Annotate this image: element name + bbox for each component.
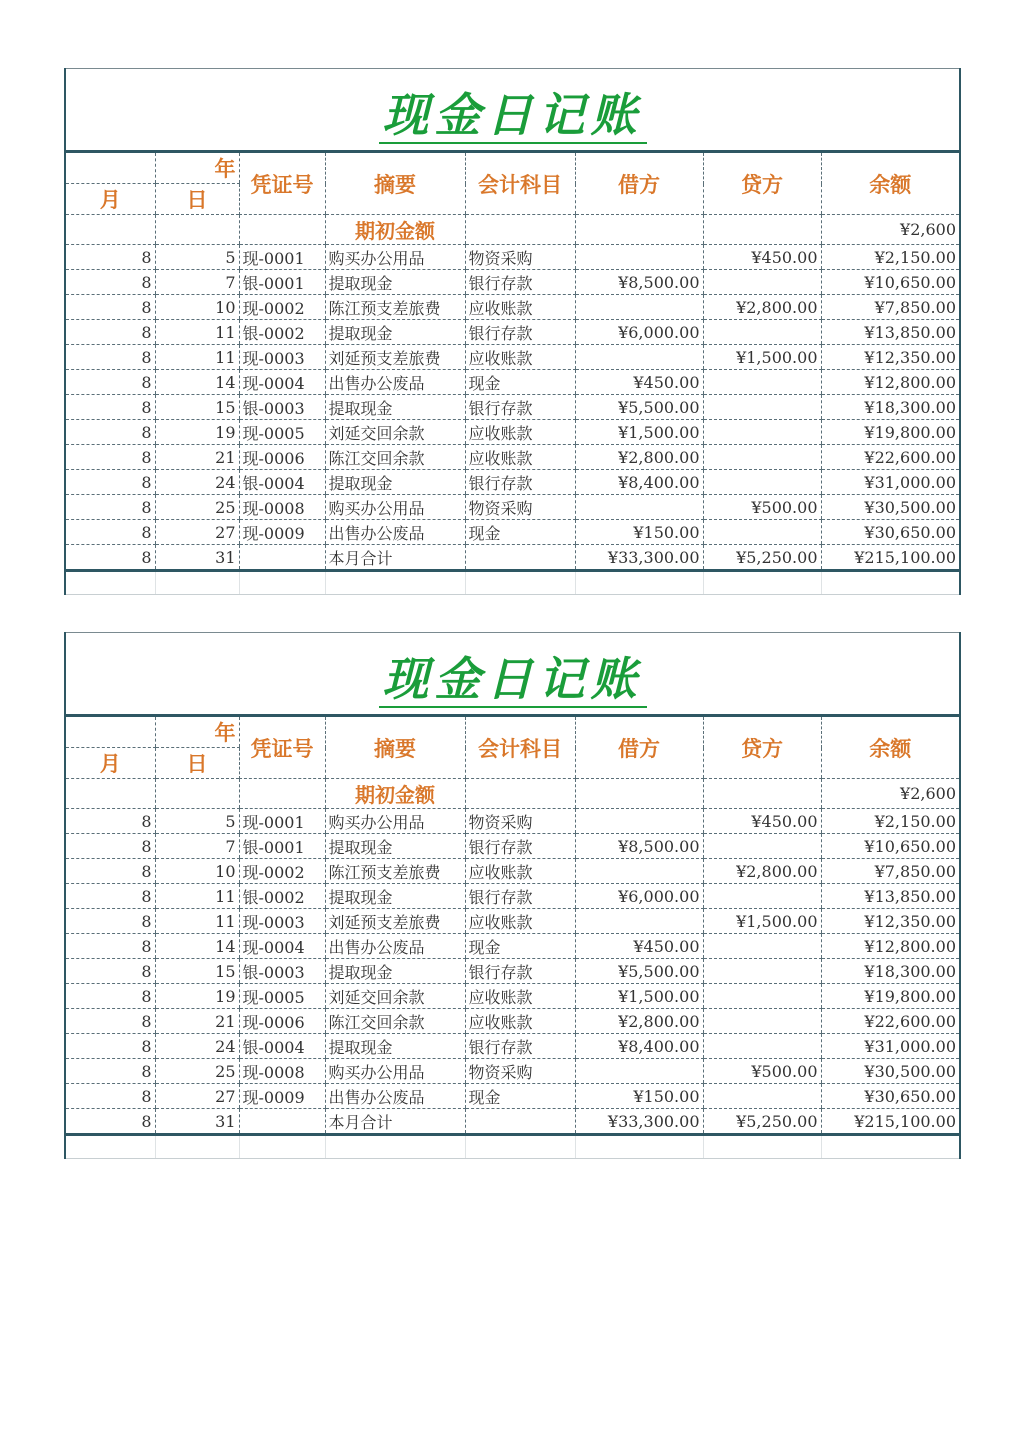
row-account: 银行存款 [465, 834, 575, 859]
row-voucher: 银-0003 [239, 959, 325, 984]
header-balance: 余额 [821, 716, 960, 779]
row-balance: ¥18,300.00 [821, 395, 960, 420]
ledger-title: 现金日记账 [379, 88, 647, 144]
row-voucher: 银-0002 [239, 320, 325, 345]
table-row [65, 884, 960, 909]
row-account: 物资采购 [465, 1059, 575, 1084]
row-voucher: 银-0001 [239, 270, 325, 295]
row-day: 5 [155, 245, 239, 270]
row-balance: ¥12,350.00 [821, 345, 960, 370]
row-voucher: 现-0002 [239, 859, 325, 884]
row-summary: 出售办公废品 [325, 934, 465, 959]
row-summary: 提取现金 [325, 320, 465, 345]
ledger-title-cell [65, 69, 960, 152]
row-day: 25 [155, 495, 239, 520]
row-month: 8 [65, 1009, 155, 1034]
row-account: 银行存款 [465, 270, 575, 295]
total-credit: ¥5,250.00 [703, 545, 821, 571]
row-voucher: 现-0006 [239, 445, 325, 470]
row-balance: ¥12,800.00 [821, 934, 960, 959]
row-day: 27 [155, 520, 239, 545]
row-account: 应收账款 [465, 445, 575, 470]
row-summary: 提取现金 [325, 395, 465, 420]
row-debit: ¥8,400.00 [575, 1034, 703, 1059]
table-row [65, 984, 960, 1009]
row-balance: ¥31,000.00 [821, 1034, 960, 1059]
row-balance: ¥22,600.00 [821, 1009, 960, 1034]
table-row [65, 1034, 960, 1059]
table-row [65, 809, 960, 834]
row-credit [703, 1084, 821, 1109]
row-month: 8 [65, 859, 155, 884]
row-account: 应收账款 [465, 859, 575, 884]
row-day: 10 [155, 295, 239, 320]
row-month: 8 [65, 520, 155, 545]
row-voucher: 银-0004 [239, 470, 325, 495]
row-credit [703, 370, 821, 395]
row-summary: 出售办公废品 [325, 1084, 465, 1109]
table-row [65, 834, 960, 859]
row-account: 物资采购 [465, 809, 575, 834]
row-month: 8 [65, 834, 155, 859]
row-credit: ¥500.00 [703, 495, 821, 520]
row-balance: ¥22,600.00 [821, 445, 960, 470]
row-day: 19 [155, 984, 239, 1009]
row-debit: ¥8,500.00 [575, 834, 703, 859]
row-balance: ¥30,500.00 [821, 1059, 960, 1084]
row-summary: 提取现金 [325, 959, 465, 984]
row-voucher: 现-0004 [239, 934, 325, 959]
row-account: 现金 [465, 370, 575, 395]
table-row [65, 470, 960, 495]
row-debit: ¥450.00 [575, 934, 703, 959]
ledger-title: 现金日记账 [379, 652, 647, 708]
total-day: 31 [155, 545, 239, 571]
row-debit: ¥1,500.00 [575, 420, 703, 445]
row-credit [703, 959, 821, 984]
row-credit: ¥2,800.00 [703, 295, 821, 320]
row-credit [703, 934, 821, 959]
row-balance: ¥2,150.00 [821, 809, 960, 834]
row-summary: 购买办公用品 [325, 1059, 465, 1084]
row-debit: ¥8,500.00 [575, 270, 703, 295]
total-balance: ¥215,100.00 [821, 1109, 960, 1135]
total-month: 8 [65, 1109, 155, 1135]
table-row [65, 395, 960, 420]
row-voucher: 现-0003 [239, 909, 325, 934]
row-balance: ¥10,650.00 [821, 834, 960, 859]
table-row [65, 959, 960, 984]
header-credit: 贷方 [703, 716, 821, 779]
row-balance: ¥12,800.00 [821, 370, 960, 395]
header-day: 日 [155, 184, 239, 215]
row-summary: 刘延交回余款 [325, 420, 465, 445]
row-summary: 提取现金 [325, 270, 465, 295]
row-summary: 提取现金 [325, 1034, 465, 1059]
row-debit: ¥5,500.00 [575, 395, 703, 420]
row-account: 物资采购 [465, 245, 575, 270]
row-debit: ¥150.00 [575, 520, 703, 545]
row-voucher: 现-0001 [239, 809, 325, 834]
row-summary: 陈江预支差旅费 [325, 859, 465, 884]
cash-journal-1 [64, 68, 959, 595]
row-day: 15 [155, 959, 239, 984]
row-debit: ¥6,000.00 [575, 884, 703, 909]
row-balance: ¥19,800.00 [821, 984, 960, 1009]
row-summary: 购买办公用品 [325, 495, 465, 520]
table-row [65, 320, 960, 345]
row-day: 24 [155, 1034, 239, 1059]
row-credit [703, 520, 821, 545]
row-voucher: 现-0005 [239, 420, 325, 445]
row-voucher: 现-0009 [239, 520, 325, 545]
row-credit [703, 420, 821, 445]
table-row [65, 1009, 960, 1034]
table-row [65, 270, 960, 295]
row-summary: 陈江交回余款 [325, 445, 465, 470]
row-day: 5 [155, 809, 239, 834]
header-debit: 借方 [575, 152, 703, 215]
row-debit: ¥2,800.00 [575, 1009, 703, 1034]
row-day: 11 [155, 345, 239, 370]
row-account: 应收账款 [465, 1009, 575, 1034]
row-month: 8 [65, 270, 155, 295]
row-debit [575, 245, 703, 270]
row-debit [575, 859, 703, 884]
row-debit [575, 909, 703, 934]
row-account: 银行存款 [465, 884, 575, 909]
row-debit [575, 295, 703, 320]
row-month: 8 [65, 470, 155, 495]
row-balance: ¥2,150.00 [821, 245, 960, 270]
total-row [65, 1109, 960, 1135]
row-summary: 陈江交回余款 [325, 1009, 465, 1034]
row-month: 8 [65, 809, 155, 834]
row-day: 11 [155, 884, 239, 909]
row-day: 11 [155, 909, 239, 934]
opening-label: 期初金额 [325, 779, 465, 809]
row-month: 8 [65, 370, 155, 395]
total-credit: ¥5,250.00 [703, 1109, 821, 1135]
table-row [65, 345, 960, 370]
row-month: 8 [65, 295, 155, 320]
row-summary: 提取现金 [325, 884, 465, 909]
table-row [65, 370, 960, 395]
header-credit: 贷方 [703, 152, 821, 215]
row-voucher: 现-0006 [239, 1009, 325, 1034]
header-month: 月 [65, 748, 155, 779]
row-balance: ¥10,650.00 [821, 270, 960, 295]
row-summary: 陈江预支差旅费 [325, 295, 465, 320]
row-summary: 购买办公用品 [325, 245, 465, 270]
row-summary: 出售办公废品 [325, 370, 465, 395]
row-balance: ¥19,800.00 [821, 420, 960, 445]
row-voucher: 银-0003 [239, 395, 325, 420]
header-day: 日 [155, 748, 239, 779]
row-voucher: 现-0008 [239, 495, 325, 520]
row-month: 8 [65, 1034, 155, 1059]
row-day: 21 [155, 1009, 239, 1034]
row-account: 银行存款 [465, 395, 575, 420]
row-voucher: 现-0001 [239, 245, 325, 270]
row-summary: 购买办公用品 [325, 809, 465, 834]
row-debit: ¥2,800.00 [575, 445, 703, 470]
header-debit: 借方 [575, 716, 703, 779]
row-balance: ¥7,850.00 [821, 295, 960, 320]
table-row [65, 859, 960, 884]
row-voucher: 现-0002 [239, 295, 325, 320]
row-day: 15 [155, 395, 239, 420]
row-account: 银行存款 [465, 320, 575, 345]
total-debit: ¥33,300.00 [575, 1109, 703, 1135]
row-voucher: 现-0004 [239, 370, 325, 395]
row-day: 25 [155, 1059, 239, 1084]
row-summary: 刘延预支差旅费 [325, 909, 465, 934]
row-balance: ¥30,650.00 [821, 1084, 960, 1109]
header-voucher: 凭证号 [239, 716, 325, 779]
row-balance: ¥13,850.00 [821, 320, 960, 345]
row-credit: ¥1,500.00 [703, 345, 821, 370]
row-day: 21 [155, 445, 239, 470]
row-balance: ¥7,850.00 [821, 859, 960, 884]
row-account: 银行存款 [465, 1034, 575, 1059]
row-balance: ¥18,300.00 [821, 959, 960, 984]
row-credit: ¥450.00 [703, 809, 821, 834]
row-account: 银行存款 [465, 470, 575, 495]
header-month: 月 [65, 184, 155, 215]
row-account: 现金 [465, 1084, 575, 1109]
row-debit [575, 1059, 703, 1084]
row-balance: ¥30,500.00 [821, 495, 960, 520]
row-account: 应收账款 [465, 345, 575, 370]
row-month: 8 [65, 1084, 155, 1109]
row-debit [575, 345, 703, 370]
row-day: 7 [155, 834, 239, 859]
row-account: 银行存款 [465, 959, 575, 984]
header-month-top [65, 716, 155, 748]
row-credit: ¥1,500.00 [703, 909, 821, 934]
row-voucher: 现-0005 [239, 984, 325, 1009]
row-day: 19 [155, 420, 239, 445]
row-month: 8 [65, 909, 155, 934]
row-debit: ¥1,500.00 [575, 984, 703, 1009]
row-month: 8 [65, 420, 155, 445]
header-account: 会计科目 [465, 716, 575, 779]
row-day: 11 [155, 320, 239, 345]
row-credit [703, 1009, 821, 1034]
row-credit: ¥500.00 [703, 1059, 821, 1084]
row-day: 10 [155, 859, 239, 884]
row-debit: ¥450.00 [575, 370, 703, 395]
row-day: 24 [155, 470, 239, 495]
row-credit [703, 270, 821, 295]
row-credit [703, 834, 821, 859]
header-year: 年 [155, 152, 239, 184]
row-credit: ¥2,800.00 [703, 859, 821, 884]
opening-label: 期初金额 [325, 215, 465, 245]
header-balance: 余额 [821, 152, 960, 215]
row-month: 8 [65, 934, 155, 959]
row-voucher: 现-0003 [239, 345, 325, 370]
opening-balance: ¥2,600 [821, 215, 960, 245]
row-credit [703, 445, 821, 470]
row-voucher: 银-0002 [239, 884, 325, 909]
table-row [65, 245, 960, 270]
header-voucher: 凭证号 [239, 152, 325, 215]
table-row [65, 295, 960, 320]
row-debit [575, 495, 703, 520]
row-credit: ¥450.00 [703, 245, 821, 270]
total-label: 本月合计 [325, 545, 465, 571]
row-balance: ¥31,000.00 [821, 470, 960, 495]
row-debit: ¥8,400.00 [575, 470, 703, 495]
row-credit [703, 984, 821, 1009]
ledger-table [64, 68, 961, 595]
row-credit [703, 1034, 821, 1059]
row-month: 8 [65, 445, 155, 470]
table-row [65, 420, 960, 445]
header-year: 年 [155, 716, 239, 748]
ledger-table [64, 632, 961, 1159]
table-row [65, 1059, 960, 1084]
row-summary: 出售办公废品 [325, 520, 465, 545]
row-voucher: 银-0001 [239, 834, 325, 859]
table-row [65, 934, 960, 959]
total-day: 31 [155, 1109, 239, 1135]
row-day: 14 [155, 370, 239, 395]
total-debit: ¥33,300.00 [575, 545, 703, 571]
row-month: 8 [65, 884, 155, 909]
row-credit [703, 395, 821, 420]
row-day: 14 [155, 934, 239, 959]
row-month: 8 [65, 320, 155, 345]
row-balance: ¥30,650.00 [821, 520, 960, 545]
row-day: 27 [155, 1084, 239, 1109]
row-month: 8 [65, 345, 155, 370]
row-credit [703, 884, 821, 909]
row-month: 8 [65, 495, 155, 520]
row-account: 现金 [465, 520, 575, 545]
header-summary: 摘要 [325, 716, 465, 779]
ledger-title-cell [65, 633, 960, 716]
table-row [65, 445, 960, 470]
header-month-top [65, 152, 155, 184]
row-balance: ¥13,850.00 [821, 884, 960, 909]
row-summary: 刘延预支差旅费 [325, 345, 465, 370]
row-month: 8 [65, 395, 155, 420]
table-row [65, 1084, 960, 1109]
row-month: 8 [65, 959, 155, 984]
row-month: 8 [65, 984, 155, 1009]
row-day: 7 [155, 270, 239, 295]
total-balance: ¥215,100.00 [821, 545, 960, 571]
table-row [65, 495, 960, 520]
row-month: 8 [65, 1059, 155, 1084]
table-row [65, 909, 960, 934]
row-month: 8 [65, 245, 155, 270]
total-label: 本月合计 [325, 1109, 465, 1135]
row-debit: ¥150.00 [575, 1084, 703, 1109]
row-summary: 提取现金 [325, 470, 465, 495]
row-credit [703, 320, 821, 345]
row-summary: 提取现金 [325, 834, 465, 859]
row-account: 应收账款 [465, 984, 575, 1009]
row-account: 应收账款 [465, 909, 575, 934]
cash-journal-2 [64, 632, 959, 1159]
row-debit: ¥6,000.00 [575, 320, 703, 345]
row-voucher: 银-0004 [239, 1034, 325, 1059]
row-voucher: 现-0008 [239, 1059, 325, 1084]
header-summary: 摘要 [325, 152, 465, 215]
row-credit [703, 470, 821, 495]
row-summary: 刘延交回余款 [325, 984, 465, 1009]
row-debit [575, 809, 703, 834]
row-debit: ¥5,500.00 [575, 959, 703, 984]
table-row [65, 520, 960, 545]
row-account: 应收账款 [465, 295, 575, 320]
row-account: 物资采购 [465, 495, 575, 520]
opening-balance: ¥2,600 [821, 779, 960, 809]
row-voucher: 现-0009 [239, 1084, 325, 1109]
total-month: 8 [65, 545, 155, 571]
header-account: 会计科目 [465, 152, 575, 215]
row-account: 应收账款 [465, 420, 575, 445]
total-row [65, 545, 960, 571]
row-balance: ¥12,350.00 [821, 909, 960, 934]
row-account: 现金 [465, 934, 575, 959]
